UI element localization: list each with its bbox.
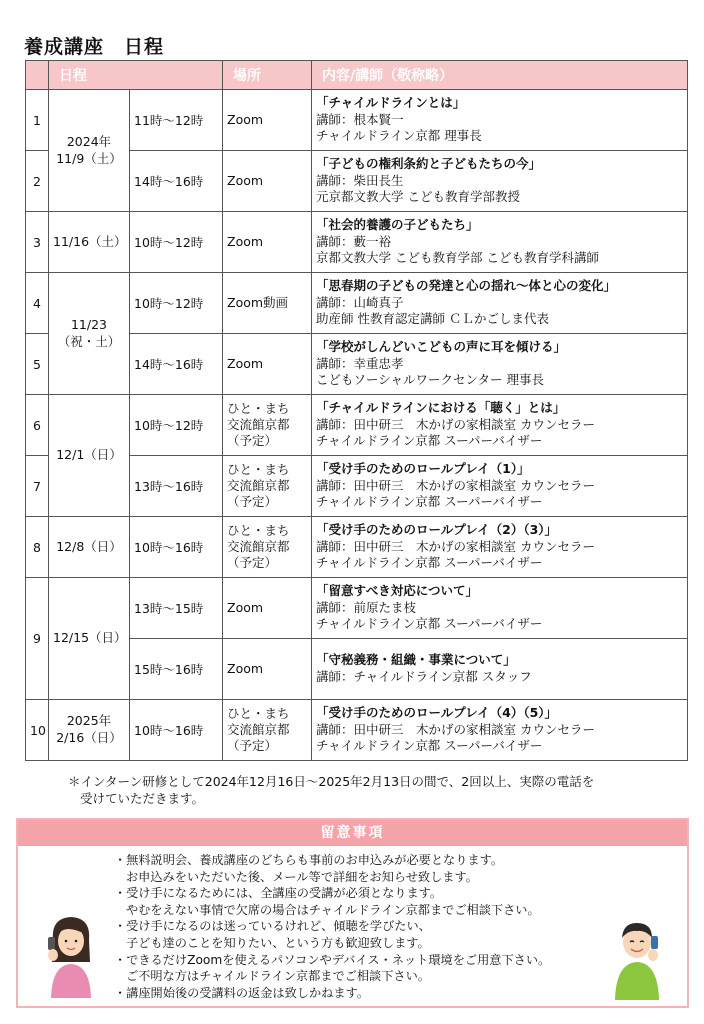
lecturer-name: 講師：藪一裕 (316, 233, 392, 249)
session-time: 13時～16時 (130, 456, 223, 517)
session-content (312, 700, 688, 761)
session-time: 14時～16時 (130, 151, 223, 212)
session-date: 11/16（土） (49, 212, 130, 273)
session-title: 「受け手のためのロールプレイ（4）（5）」 (316, 704, 558, 720)
lecturer-name: 講師：チャイルドライン京都 スタッフ (316, 669, 532, 684)
lecturer-affiliation: チャイルドライン京都 スーパーバイザー (316, 555, 543, 571)
session-content (312, 212, 688, 273)
schedule-table (25, 60, 688, 761)
place-line: ひと・まち (227, 400, 290, 416)
date-day: 11/23 (70, 316, 108, 332)
lecturer-name: 講師：前原たま枝 (316, 599, 417, 615)
session-title: 「受け手のためのロールプレイ（1）」 (316, 460, 530, 476)
page-title: 養成講座 日程 (24, 36, 165, 58)
session-title: 「チャイルドラインにおける「聴く」とは」 (316, 399, 566, 415)
caution-item-continuation: ご不明な方はチャイルドライン京都までご相談下さい。 (126, 969, 430, 984)
header-content: 内容/講師（敬称略） (312, 61, 688, 90)
caution-item-continuation: 子ども達のことを知りたい、という方も歓迎致します。 (126, 935, 430, 950)
session-time: 11時～12時 (130, 90, 223, 151)
date-year: 2025年 (66, 713, 112, 729)
caution-item: ・無料説明会、養成講座のどちらも事前のお申込みが必要となります。 (114, 853, 504, 867)
lecturer-affiliation: 助産師 性教育認定講師 ＣＬかごしま代表 (316, 311, 549, 327)
place-line: （予定） (227, 555, 278, 571)
caution-item-continuation: お申込みをいただいた後、メール等で詳細をお知らせ致します。 (126, 869, 478, 884)
session-content (312, 334, 688, 395)
lecturer-name: 講師：山崎真子 (316, 294, 404, 310)
place-line: 交流館京都 (227, 416, 290, 432)
lecturer-affiliation: こどもソーシャルワークセンター 理事長 (316, 372, 544, 388)
session-date (49, 90, 130, 212)
lecturer-affiliation: 元京都文教大学 こども教育学部教授 (316, 189, 520, 205)
session-title: 「受け手のためのロールプレイ（2）（3）」 (316, 521, 558, 537)
session-time: 10時～12時 (130, 395, 223, 456)
session-place: Zoom動画 (223, 273, 312, 334)
place-line: （予定） (227, 738, 278, 754)
session-title: 「守秘義務・組織・事業について」 (316, 652, 516, 668)
session-date (49, 700, 130, 761)
session-place (223, 395, 312, 456)
session-time: 10時～16時 (130, 517, 223, 578)
table-row (26, 273, 688, 334)
row-number: 3 (26, 212, 49, 273)
date-day: 2/16（日） (56, 730, 122, 745)
lecturer-name: 講師：田中研三 木かげの家相談室 カウンセラー (316, 416, 595, 432)
place-line: ひと・まち (227, 705, 290, 721)
header-num (26, 61, 49, 90)
header-date: 日程 (49, 61, 223, 90)
cautions-header: 留意事項 (18, 820, 687, 846)
note-line: ＊インターン研修として2024年12月16日～2025年2月13日の間で、2回以上、実際の電話を (68, 774, 595, 789)
session-place: Zoom (223, 90, 312, 151)
session-time: 13時～15時 (130, 578, 223, 639)
place-line: 交流館京都 (227, 721, 290, 737)
session-place (223, 700, 312, 761)
header-place: 場所 (223, 61, 312, 90)
caution-item: ・講座開始後の受講料の返金は致しかねます。 (114, 985, 369, 1000)
session-title: 「学校がしんどいこどもの声に耳を傾ける」 (316, 338, 567, 354)
row-number: 9 (26, 578, 49, 700)
woman-on-phone-illustration (44, 910, 98, 1000)
session-content (312, 517, 688, 578)
caution-item: ・受け手になるためには、全講座の受講が必須となります。 (114, 886, 443, 901)
session-content (312, 151, 688, 212)
session-content (312, 456, 688, 517)
session-content (312, 90, 688, 151)
date-day: 11/9（土） (56, 150, 122, 166)
man-on-phone-illustration (610, 916, 664, 1000)
session-title: 「子どもの権利条約と子どもたちの今」 (316, 155, 542, 171)
note-line: 受けていただきます。 (80, 791, 205, 807)
session-place: Zoom (223, 639, 312, 700)
session-title: 「チャイルドラインとは」 (316, 94, 466, 110)
cautions-box (16, 818, 689, 1008)
lecturer-name: 講師：根本賢一 (316, 111, 404, 127)
place-line: （予定） (227, 433, 278, 449)
table-row (26, 578, 688, 639)
internship-note (68, 773, 678, 808)
date-year: 2024年 (66, 133, 112, 149)
lecturer-name: 講師：田中研三 木かげの家相談室 カウンセラー (316, 538, 595, 554)
session-title: 「思春期の子どもの発達と心の揺れ～体と心の変化」 (316, 277, 617, 293)
session-title: 「社会的養護の子どもたち」 (316, 216, 479, 232)
row-number: 2 (26, 151, 49, 212)
caution-item: ・できるだけZoomを使えるパソコンやデバイス・ネット環境をご用意下さい。 (114, 952, 551, 967)
table-row (26, 395, 688, 456)
lecturer-affiliation: チャイルドライン京都 理事長 (316, 128, 482, 144)
session-content (312, 395, 688, 456)
table-row (26, 212, 688, 273)
session-time: 10時～16時 (130, 700, 223, 761)
place-line: ひと・まち (227, 522, 290, 538)
session-title: 「留意すべき対応について」 (316, 582, 479, 598)
session-date (49, 273, 130, 395)
session-content (312, 639, 688, 700)
row-number: 10 (26, 700, 49, 761)
lecturer-affiliation: 京都文教大学 こども教育学部 こども教育学科講師 (316, 250, 599, 266)
caution-list (114, 852, 594, 1001)
session-time: 10時～12時 (130, 273, 223, 334)
lecturer-name: 講師：柴田長生 (316, 172, 404, 188)
lecturer-affiliation: チャイルドライン京都 スーパーバイザー (316, 738, 543, 754)
session-place: Zoom (223, 334, 312, 395)
row-number: 7 (26, 456, 49, 517)
caution-item-continuation: やむをえない事情で欠席の場合はチャイルドライン京都までご相談下さい。 (126, 902, 540, 917)
row-number: 5 (26, 334, 49, 395)
lecturer-name: 講師：田中研三 木かげの家相談室 カウンセラー (316, 477, 595, 493)
table-header-row (26, 61, 688, 90)
lecturer-name: 講師：幸重忠孝 (316, 355, 404, 371)
place-line: ひと・まち (227, 461, 290, 477)
place-line: （予定） (227, 494, 278, 510)
session-place: Zoom (223, 578, 312, 639)
place-line: 交流館京都 (227, 477, 290, 493)
row-number: 6 (26, 395, 49, 456)
lecturer-affiliation: チャイルドライン京都 スーパーバイザー (316, 433, 543, 449)
row-number: 1 (26, 90, 49, 151)
session-date: 12/15（日） (49, 578, 130, 700)
session-time: 15時～16時 (130, 639, 223, 700)
lecturer-name: 講師：田中研三 木かげの家相談室 カウンセラー (316, 721, 595, 737)
row-number: 8 (26, 517, 49, 578)
date-note: （祝・土） (57, 333, 121, 349)
session-content (312, 273, 688, 334)
row-number: 4 (26, 273, 49, 334)
table-row (26, 90, 688, 151)
session-place (223, 456, 312, 517)
table-row (26, 700, 688, 761)
lecturer-affiliation: チャイルドライン京都 スーパーバイザー (316, 616, 543, 632)
session-time: 10時～12時 (130, 212, 223, 273)
session-place (223, 517, 312, 578)
caution-item: ・受け手になるのは迷っているけれど、傾聴を学びたい、 (114, 919, 431, 934)
session-date: 12/1（日） (49, 395, 130, 517)
session-place: Zoom (223, 151, 312, 212)
session-place: Zoom (223, 212, 312, 273)
session-date: 12/8（日） (49, 517, 130, 578)
session-time: 14時～16時 (130, 334, 223, 395)
place-line: 交流館京都 (227, 538, 290, 554)
lecturer-affiliation: チャイルドライン京都 スーパーバイザー (316, 494, 543, 510)
session-content (312, 578, 688, 639)
table-row (26, 517, 688, 578)
